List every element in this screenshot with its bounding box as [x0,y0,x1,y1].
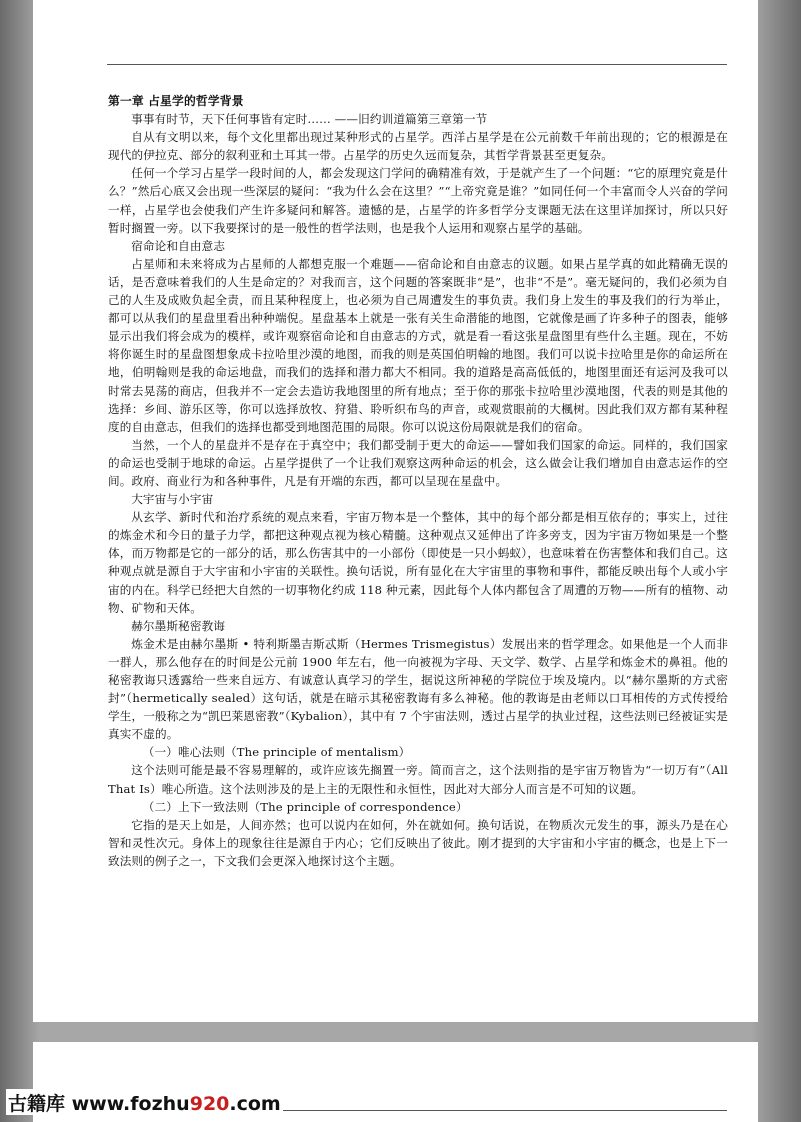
section-title: 宿命论和自由意志 [131,238,226,253]
document-page [33,0,758,1022]
principle-title: （一）唯心法则（The principle of mentalism） [142,745,411,760]
watermark-number: 920 [189,1093,230,1115]
page-content [108,92,728,870]
paragraph: 占星师和未来将成为占星师的人都想克服一个难题——宿命论和自由意志的议题。如果占星学真的如此精确无误的话，是否意味着我们的人生是命定的？对我而言，这个问题的答案既非“是”，也非“不是”。毫无疑问的，我们必须为自己的人生及成败负起全责，而且某种程度上，也必须为自己周遭发生的事负责。我们身上发生的事及我们的行为举止，都可以从我们的星盘里看出种种端倪。星盘基本上就是一张有关生命潜能的地图，它就像是画了许多种子的图表，能够显示出我们将会成为的模样，或许观察宿命论和自由意志的方式，就是看一看这张星盘图里有些什么主题。现在，不妨将你诞生时的星盘图想象成卡拉哈里沙漠的地图，而我的则是英国伯明翰的地图。我们可以说卡拉哈里是你的命运所在地，伯明翰则是我的命运地盘，而我们的选择和潜力都大不相同。我的道路是高高低低的，地图里面还有运河及我可以时常去晃荡的商店，但我并不一定会去造访我地图里的所有地点；至于你的那张卡拉哈里沙漠地图，代表的则是其他的选择：乡间、游乐区等，你可以选择放牧、狩猎、聆听织布鸟的声音，或观赏眼前的大楓树。因此我们双方都有某种程度的自由意志，但我们的选择也都受到地图范围的局限。你可以说这份局限就是我们的宿命。 [108,256,728,434]
paragraph: 它指的是天上如是，人间亦然；也可以说内在如何，外在就如何。换句话说，在物质次元发生的事，源头乃是在心智和灵性次元。身体上的现象往往是源自于内心；它们反映出了彼此。刚才提到的大宇宙和小宇宙的概念，也是上下一致法则的例子之一，下文我们会更深入地探讨这个主题。 [108,817,728,868]
paragraph: 这个法则可能是最不容易理解的，或许应该先搁置一旁。简而言之，这个法则指的是宇宙万物皆为“一切万有”（All That Is）唯心所造。这个法则涉及的是上主的无限性和永恒性，因此对大部分人而言是不可知的议题。 [108,763,728,796]
paragraph: 自从有文明以来，每个文化里都出现过某种形式的占星学。西洋占星学是在公元前数千年前出现的；它的根源是在现代的伊拉克、部分的叙利亚和土耳其一带。占星学的历史久远而复杂，其哲学背景甚至更复杂。 [108,130,728,163]
site-watermark [6,1089,283,1115]
header-rule [107,64,727,65]
principle-title: （二）上下一致法则（The principle of correspondence） [142,799,468,814]
watermark-suffix: .com [229,1093,281,1115]
section-title: 大宇宙与小宇宙 [131,492,214,507]
paragraph: 任何一个学习占星学一段时间的人，都会发现这门学问的确精准有效，于是就产生了一个问题：“它的原理究竟是什么？”然后心底又会出现一些深层的疑问：“我为什么会在这里？”“上帝究竟是谁？”如同任何一个丰富而令人兴奋的学问一样，占星学也会使我们产生许多疑问和解答。遗憾的是，占星学的许多哲学分支课题无法在这里详加探讨，所以只好暂时搁置一旁。以下我要探讨的是一般性的哲学法则，也是我个人运用和观察占星学的基础。 [108,166,728,235]
paragraph: 炼金术是由赫尔墨斯 • 特利斯墨吉斯忒斯（Hermes Trismegistus）发展出来的哲学理念。如果他是一个人而非一群人，那么他存在的时间是公元前 1900 年左右，他一向被视为字母、天文学、数学、占星学和炼金术的鼻祖。他的秘密教诲只透露给一些来自远方、有诚意认真学习的学生，据说这所神秘的学院位于埃及境内。以“赫尔墨斯的方式密封”（hermetically sealed）这句话，就是在暗示其秘密教诲有多么神秘。他的教诲是由老师以口耳相传的方式传授给学生，一般称之为“凯巴莱恩密教”（Kybalion），其中有 7 个宇宙法则，透过占星学的执业过程，这些法则已经被证实是真实不虚的。 [108,636,728,742]
watermark-prefix: 古籍库 www.fozhu [8,1093,190,1115]
paragraph: 当然，一个人的星盘并不是存在于真空中；我们都受制于更大的命运——譬如我们国家的命运。同样的，我们国家的命运也受制于地球的命运。占星学提供了一个让我们观察这两种命运的机会，这么做会让我们增加自由意志运作的空间。政府、商业行为和各种事件，凡是有开端的东西，都可以呈现在星盘中。 [108,437,728,488]
paragraph: 从玄学、新时代和治疗系统的观点来看，宇宙万物本是一个整体，其中的每个部分都是相互依存的；事实上，过往的炼金术和今日的量子力学，都把这种观点视为核心精髓。这种观点又延伸出了许多旁支，因为宇宙万物如果是一个整体，而万物都是它的一部分的话，那么伤害其中的一小部份（即使是一只小蚂蚁），也意味着在伤害整体和我们自己。这种观点就是源自于大宇宙和小宇宙的关联性。换句话说，所有显化在大宇宙里的事物和事件，都能反映出每个人或小宇宙的内在。科学已经把大自然的一切事物化约成 118 种元素，因此每个人体内都包含了周遭的万物——所有的植物、动物、矿物和天体。 [108,510,728,615]
section-title: 赫尔墨斯秘密教诲 [131,618,226,633]
chapter-heading: 第一章 占星学的哲学背景 [108,94,244,108]
viewer-background-right [751,0,801,1122]
epigraph: 事事有时节，天下任何事皆有定时…… ——旧约训道篇第三章第一节 [131,112,488,127]
